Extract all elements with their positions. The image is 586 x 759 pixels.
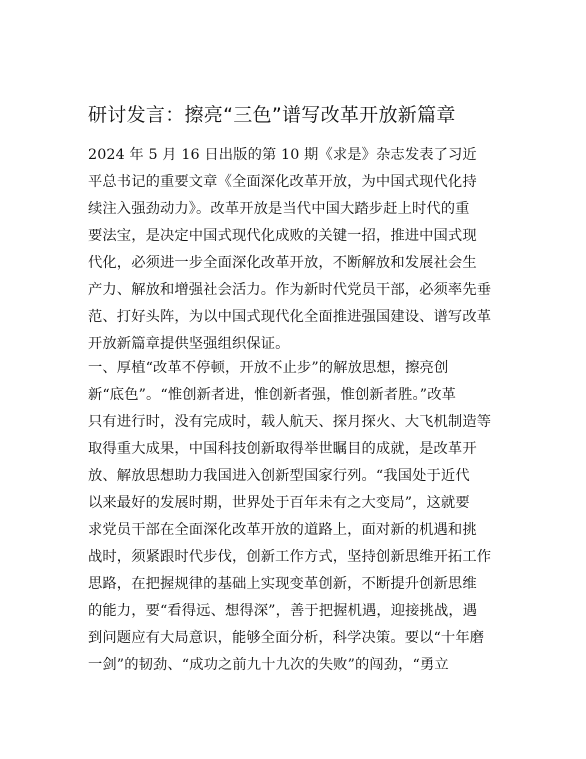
document-title: 研讨发言：擦亮“三色”谱写改革开放新篇章 (88, 104, 456, 126)
paragraph-line: 只有进行时，没有完成时，载人航天、探月探火、大飞机制造等 (88, 414, 492, 430)
paragraph-line: 到问题应有大局意识，能够全面分析，科学决策。要以“十年磨 (88, 630, 485, 646)
paragraph-line: 代化，必须进一步全面深化改革开放，不断解放和发展社会生 (88, 255, 477, 271)
paragraph-line: 以来最好的发展时期，世界处于百年未有之大变局”，这就要 (88, 495, 470, 511)
paragraph-line: 新“底色”。“惟创新者进，惟创新者强，惟创新者胜。”改革 (88, 387, 457, 403)
paragraph-line: 一、厚植“改革不停顿，开放不止步”的解放思想，擦亮创 (88, 360, 449, 376)
paragraph-line: 开放新篇章提供坚强组织保证。 (88, 336, 290, 352)
paragraph-line: 要法宝，是决定中国式现代化成败的关键一招，推进中国式现 (88, 228, 477, 244)
paragraph-line: 取得重大成果，中国科技创新取得举世瞩目的成就，是改革开 (88, 441, 477, 457)
paragraph-line: 平总书记的重要文章《全面深化改革开放，为中国式现代化持 (88, 174, 477, 190)
paragraph-line: 的能力，要“看得远、想得深”，善于把握机遇，迎接挑战，遇 (88, 603, 478, 619)
paragraph-line: 求党员干部在全面深化改革开放的道路上，面对新的机遇和挑 (88, 522, 477, 538)
paragraph-line: 2024 年 5 月 16 日出版的第 10 期《求是》杂志发表了习近 (88, 147, 477, 163)
paragraph-line: 一剑”的韧劲、“成功之前九十九次的失败”的闯劲，“勇立 (88, 657, 449, 673)
paragraph-line: 产力、解放和增强社会活力。作为新时代党员干部，必须率先垂 (88, 282, 492, 298)
paragraph-line: 放、解放思想助力我国进入创新型国家行列。“我国处于近代 (88, 468, 470, 484)
paragraph-line: 思路，在把握规律的基础上实现变革创新，不断提升创新思维 (88, 576, 477, 592)
paragraph-line: 续注入强劲动力》。改革开放是当代中国大踏步赶上时代的重 (88, 201, 470, 217)
paragraph-line: 战时，须紧跟时代步伐，创新工作方式，坚持创新思维开拓工作 (88, 549, 492, 565)
paragraph-section-one (88, 355, 504, 679)
paragraph-intro (88, 142, 504, 358)
paragraph-line: 范、打好头阵，为以中国式现代化全面推进强国建设、谱写改革 (88, 309, 492, 325)
